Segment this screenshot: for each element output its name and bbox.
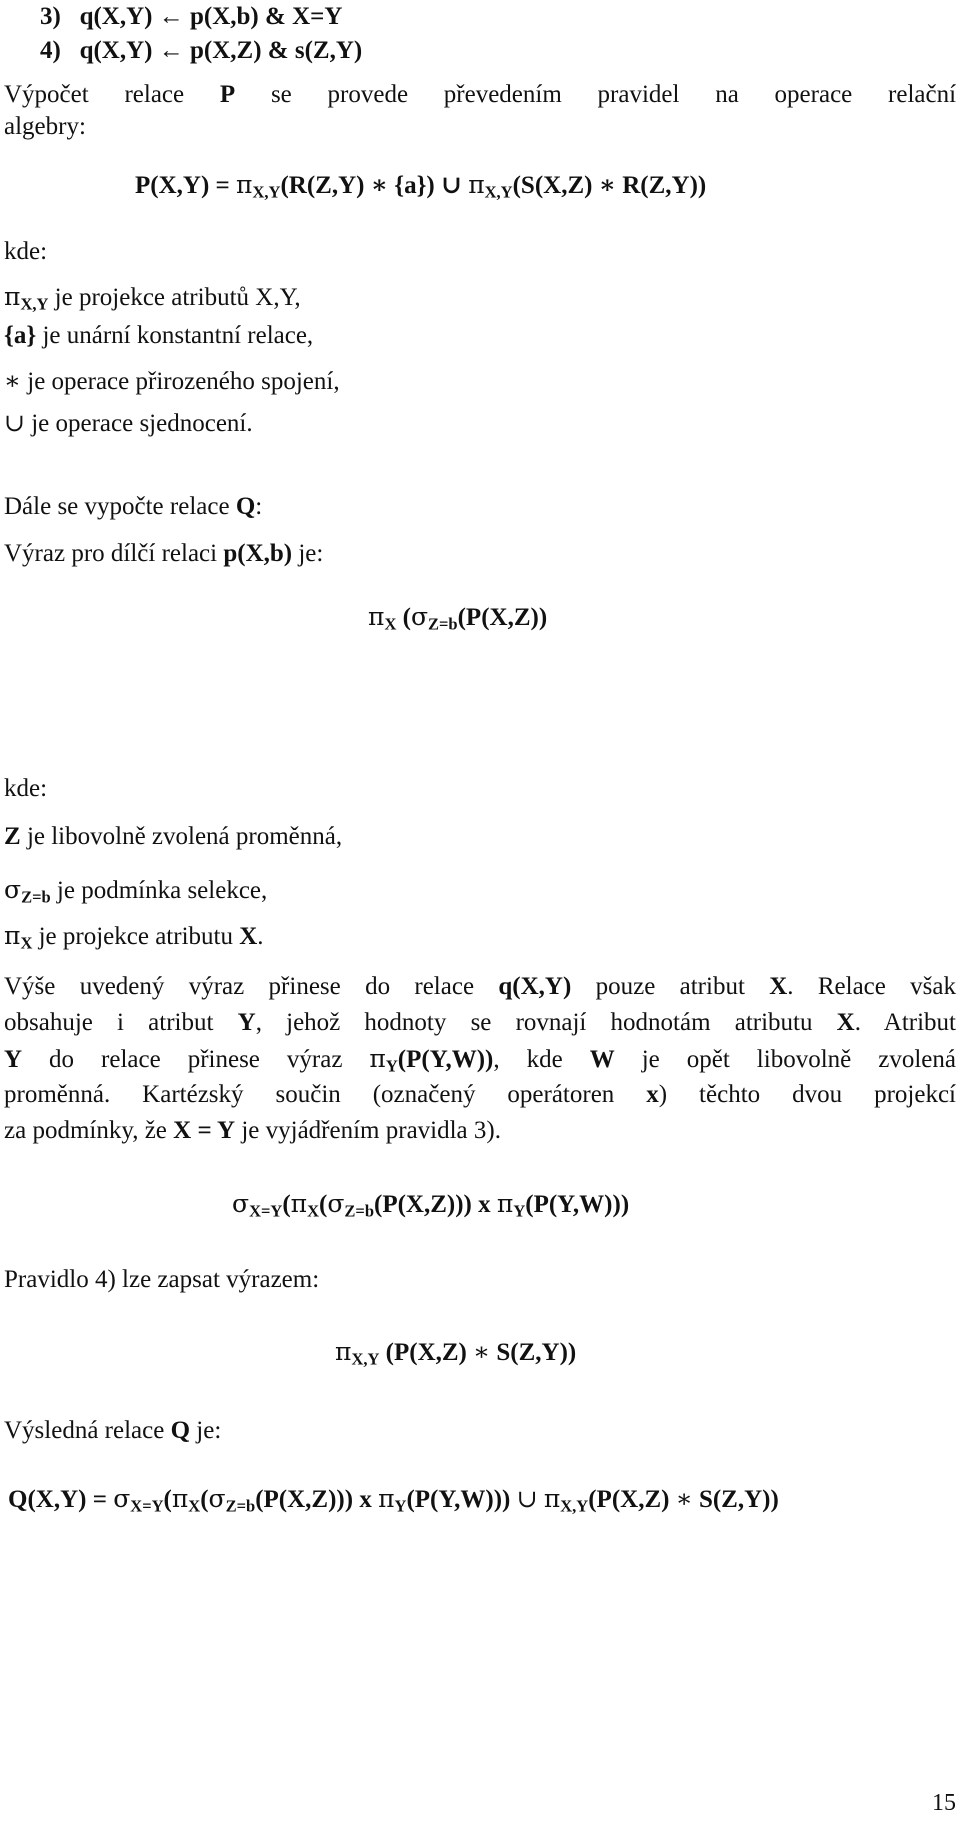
formula-part: (P(Y,W))) <box>406 1486 517 1513</box>
pi-symbol: π <box>171 1484 189 1513</box>
sigma-symbol: σ <box>113 1484 131 1513</box>
subscript: X <box>188 1496 201 1516</box>
text: proměnná. Kartézský součin (označený operátoren <box>4 1081 647 1108</box>
paren: ( <box>163 1486 172 1513</box>
variable-symbol: W <box>589 1046 615 1073</box>
union-symbol: ∪ <box>4 408 25 437</box>
text: Výše uvedený výraz přinese do relace <box>4 973 499 1000</box>
subscript: X,Y <box>351 1349 380 1369</box>
text: Výpočet <box>4 81 89 108</box>
pi-symbol: π <box>496 1189 514 1218</box>
subscript: Z=b <box>428 614 458 634</box>
formula-part: (P(X,Z) <box>588 1486 676 1513</box>
attribute-name: X <box>769 973 788 1000</box>
paragraph-line-4 <box>4 1078 956 1112</box>
formula-lhs: Q(X,Y) = <box>8 1486 114 1513</box>
rule-text: q(X,Y) ← p(X,Z) & s(Z,Y) <box>79 37 363 64</box>
pi-symbol: π <box>369 1044 386 1073</box>
text: je vyjádřením pravidla 3). <box>235 1117 501 1144</box>
union-symbol: ∪ <box>516 1484 538 1513</box>
paren: ( <box>282 1191 291 1218</box>
kde-label: kde: <box>4 238 48 265</box>
sigma-symbol: σ <box>232 1189 250 1218</box>
legend-text: je podmínka selekce, <box>50 877 268 904</box>
attribute-name: Y <box>4 1046 23 1073</box>
attribute-name: X <box>239 923 258 950</box>
text: Výraz pro dílčí relaci <box>4 540 224 567</box>
legend-item-sigma <box>4 873 267 915</box>
formula-sigma <box>232 1187 629 1229</box>
sigma-symbol: σ <box>208 1484 226 1513</box>
paren: ( <box>396 604 411 631</box>
text: Dále se vypočte relace <box>4 493 236 520</box>
subscript: Z=b <box>225 1496 256 1516</box>
rule-number: 4) <box>40 37 61 64</box>
subscript: X,Y <box>484 182 513 202</box>
attribute-name: Y <box>237 1009 256 1036</box>
pi-symbol: π <box>335 1337 352 1366</box>
relation-name: Q <box>170 1417 191 1444</box>
formula-part: (R(Z,Y) ∗ {a}) ∪ <box>280 172 469 199</box>
operator: x <box>646 1081 659 1108</box>
text: je opět libovolně zvolená <box>614 1046 956 1073</box>
formula-part: (P(X,Z))) x <box>374 1191 497 1218</box>
subscript: Z=b <box>344 1201 374 1221</box>
subscript: X <box>384 614 397 634</box>
kde-label-2: kde: <box>4 775 48 802</box>
formula-part: (P(X,Z) <box>379 1339 474 1366</box>
legend-item-star <box>4 364 340 399</box>
attribute-name: X <box>836 1009 855 1036</box>
subscript: X=Y <box>249 1201 283 1221</box>
formula-q <box>8 1482 779 1524</box>
subscript: Z=b <box>21 887 51 907</box>
formula-part: S(Z,Y)) <box>692 1486 779 1513</box>
legend-text: je operace přirozeného spojení, <box>21 368 340 395</box>
formula-pi-x <box>368 600 547 642</box>
text: : <box>255 493 263 520</box>
section-q-line-1 <box>4 490 262 524</box>
formula-part: (P(X,Z))) x <box>255 1486 379 1513</box>
subscript: Y <box>385 1056 398 1076</box>
subscript: X <box>307 1201 319 1221</box>
condition: X = Y <box>173 1117 236 1144</box>
legend-text: je projekce atributů X,Y, <box>48 284 301 311</box>
text: Výsledná relace <box>4 1417 171 1444</box>
text: pouze atribut <box>571 973 770 1000</box>
legend-item-pi-x <box>4 919 264 961</box>
pi-symbol: π <box>290 1189 308 1218</box>
subscript: X,Y <box>252 182 281 202</box>
legend-text: je projekce atributu <box>32 923 240 950</box>
text: za podmínky, že <box>4 1117 174 1144</box>
rule-number: 3) <box>40 3 61 30</box>
star-symbol: ∗ <box>675 1484 693 1513</box>
rule-4 <box>40 34 362 68</box>
text: . <box>257 923 264 950</box>
text: . Relace však <box>787 973 957 1000</box>
sigma-symbol: σ <box>4 875 22 904</box>
formula-part: (S(X,Z) ∗ R(Z,Y)) <box>512 172 707 199</box>
legend-item-a <box>4 319 313 353</box>
section-q-line-2 <box>4 537 323 571</box>
text: je: <box>292 540 324 567</box>
legend-item-pi <box>4 280 301 322</box>
expression: p(X,b) <box>223 540 293 567</box>
result-text <box>4 1414 221 1448</box>
subscript: X <box>20 933 33 953</box>
expression: q(X,Y) <box>498 973 572 1000</box>
star-symbol: ∗ <box>4 366 21 395</box>
formula-part: (P(X,Z)) <box>457 604 548 631</box>
rule-text: q(X,Y) ← p(X,b) & X=Y <box>79 3 343 30</box>
subscript: X=Y <box>130 1496 164 1516</box>
text: . Atribut <box>854 1009 957 1036</box>
text: ) těchto dvou projekcí <box>658 1081 956 1108</box>
pi-symbol: π <box>543 1484 561 1513</box>
pi-symbol: π <box>378 1484 395 1513</box>
intro-line-2: algebry: <box>4 113 86 140</box>
legend-text: je unární konstantní relace, <box>36 322 314 349</box>
subscript: X,Y <box>20 294 49 314</box>
intro-line-1 <box>4 78 956 112</box>
pi-symbol: π <box>236 170 253 199</box>
rule-4-text: Pravidlo 4) lze zapsat výrazem: <box>4 1266 320 1293</box>
star-symbol: ∗ <box>473 1337 491 1366</box>
page-number: 15 <box>932 1790 956 1816</box>
expression: (P(Y,W)) <box>397 1046 494 1073</box>
text: se provede převedením pravidel na operace relační <box>270 81 957 108</box>
legend-item-cup <box>4 406 253 441</box>
text: do relace přinese výraz <box>22 1046 370 1073</box>
text: relace <box>124 81 185 108</box>
sigma-symbol: σ <box>327 1189 345 1218</box>
pi-symbol: π <box>4 921 21 950</box>
paren: ( <box>319 1191 328 1218</box>
relation-name: P <box>219 81 236 108</box>
subscript: X,Y <box>560 1496 589 1516</box>
formula-part: S(Z,Y)) <box>490 1339 577 1366</box>
constant-symbol: {a} <box>4 322 37 349</box>
subscript: Y <box>513 1201 526 1221</box>
formula-lhs: P(X,Y) = <box>135 172 237 199</box>
paren: ( <box>200 1486 209 1513</box>
legend-text: je operace sjednocení. <box>24 410 253 437</box>
formula-p <box>135 168 706 210</box>
text: , jehož hodnoty se rovnají hodnotám atributu <box>255 1009 837 1036</box>
text: obsahuje i atribut <box>4 1009 238 1036</box>
paragraph-line-2 <box>4 1006 956 1040</box>
formula-part: (P(Y,W))) <box>525 1191 630 1218</box>
legend-item-z <box>4 820 342 854</box>
rule-3 <box>40 0 342 34</box>
formula-pi-xy <box>335 1335 576 1377</box>
legend-text: je libovolně zvolená proměnná, <box>20 823 343 850</box>
subscript: Y <box>394 1496 407 1516</box>
sigma-symbol: σ <box>410 602 429 631</box>
paragraph-line-5 <box>4 1114 501 1148</box>
paragraph-line-1 <box>4 970 956 1004</box>
relation-name: Q <box>235 493 256 520</box>
text: je: <box>190 1417 222 1444</box>
pi-symbol: π <box>4 282 21 311</box>
variable-symbol: Z <box>4 823 21 850</box>
pi-symbol: π <box>368 602 385 631</box>
text: , kde <box>493 1046 590 1073</box>
pi-symbol: π <box>468 170 485 199</box>
